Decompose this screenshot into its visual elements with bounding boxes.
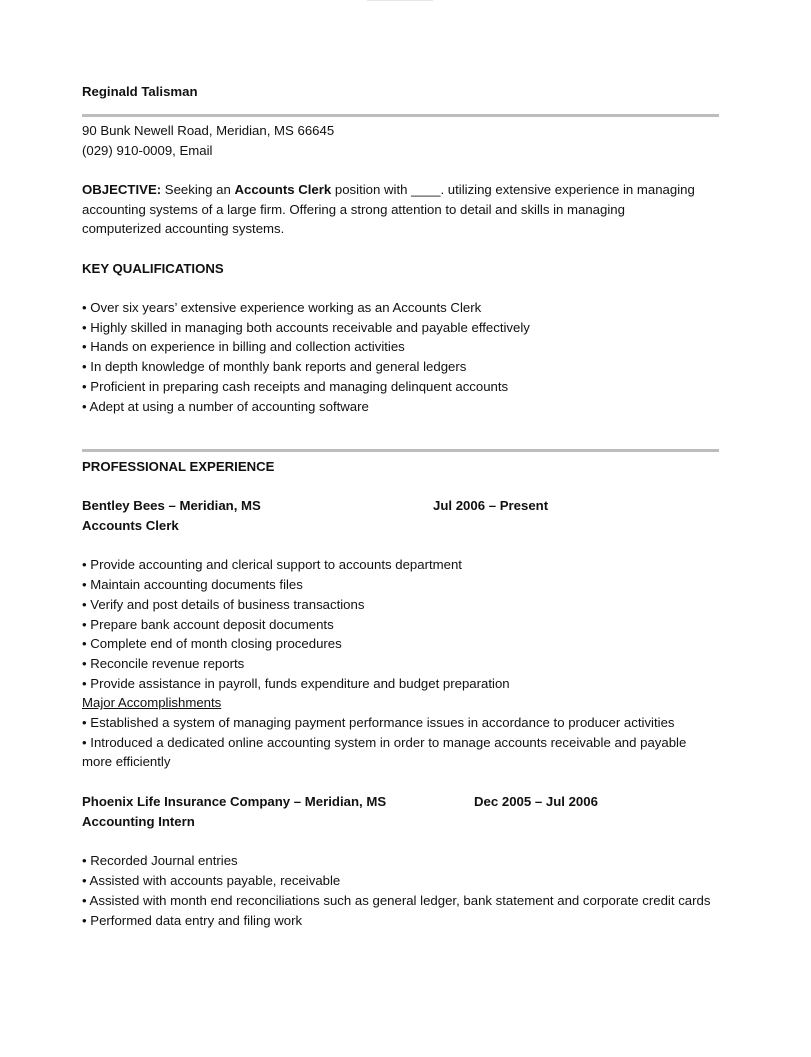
objective-line-1 — [82, 180, 719, 200]
list-item: • Over six years’ extensive experience working as an Accounts Clerk — [82, 300, 482, 315]
qualifications-list — [82, 298, 719, 416]
header-divider — [82, 114, 719, 117]
qualifications-heading: KEY QUALIFICATIONS — [82, 261, 224, 276]
job-employer: Bentley Bees – Meridian, MS — [82, 498, 261, 513]
list-item: • Verify and post details of business transactions — [82, 596, 365, 612]
list-item: • Assisted with month end reconciliations such as general ledger, bank statement and corporate credit cards — [82, 892, 711, 908]
list-item: • Hands on experience in billing and collection activities — [82, 339, 405, 355]
job-employer: Phoenix Life Insurance Company – Meridian, MS — [82, 794, 387, 809]
job-title: Accounting Intern — [82, 814, 195, 829]
page-top-mark — [367, 0, 433, 1]
accomplishments-list — [82, 713, 719, 772]
job-header — [82, 792, 719, 812]
list-item: • Performed data entry and filing work — [82, 912, 303, 928]
contact-block — [82, 121, 719, 160]
list-item: • Maintain accounting documents files — [82, 577, 303, 593]
job-dates: Jul 2006 – Present — [433, 498, 549, 513]
list-item: • Prepare bank account deposit documents — [82, 616, 334, 632]
list-item: • Provide accounting and clerical support to accounts department — [82, 557, 462, 573]
list-item: • Highly skilled in managing both accounts receivable and payable effectively — [82, 319, 530, 335]
job-entry — [82, 496, 719, 772]
list-item: • Proficient in preparing cash receipts and managing delinquent accounts — [82, 378, 509, 394]
job-header — [82, 496, 719, 516]
objective-section — [82, 180, 719, 239]
job-entry — [82, 792, 719, 930]
list-item: • Established a system of managing payment performance issues in accordance to producer activities — [82, 715, 675, 731]
objective-role: Accounts Clerk — [234, 182, 332, 197]
section-divider — [82, 449, 719, 452]
objective-post: position with ____. utilizing extensive experience in managing — [331, 182, 695, 197]
list-item: • Complete end of month closing procedures — [82, 636, 342, 652]
accomplishments-label: Major Accomplishments — [82, 695, 222, 711]
job-duties — [82, 851, 719, 930]
list-item: • Adept at using a number of accounting software — [82, 398, 369, 414]
experience-heading: PROFESSIONAL EXPERIENCE — [82, 459, 275, 474]
objective-pre: Seeking an — [161, 182, 235, 197]
list-item: • Provide assistance in payroll, funds expenditure and budget preparation — [82, 675, 510, 691]
candidate-name: Reginald Talisman — [82, 84, 198, 99]
objective-line-3: computerized accounting systems. — [82, 221, 285, 237]
job-title: Accounts Clerk — [82, 518, 179, 533]
contact-line: (029) 910-0009, Email — [82, 142, 213, 158]
list-item: • In depth knowledge of monthly bank reports and general ledgers — [82, 359, 467, 375]
list-item: • Reconcile revenue reports — [82, 655, 245, 671]
objective-line-2: accounting systems of a large firm. Offering a strong attention to detail and skills in managing — [82, 201, 625, 217]
list-item: • Assisted with accounts payable, receivable — [82, 873, 341, 889]
job-dates: Dec 2005 – Jul 2006 — [474, 794, 598, 809]
job-duties — [82, 555, 719, 693]
list-item: • Introduced a dedicated online accounting system in order to manage accounts receivable and payable more efficiently — [82, 734, 687, 770]
list-item: • Recorded Journal entries — [82, 853, 238, 869]
address-line: 90 Bunk Newell Road, Meridian, MS 66645 — [82, 123, 335, 138]
objective-label: OBJECTIVE: — [82, 182, 162, 197]
